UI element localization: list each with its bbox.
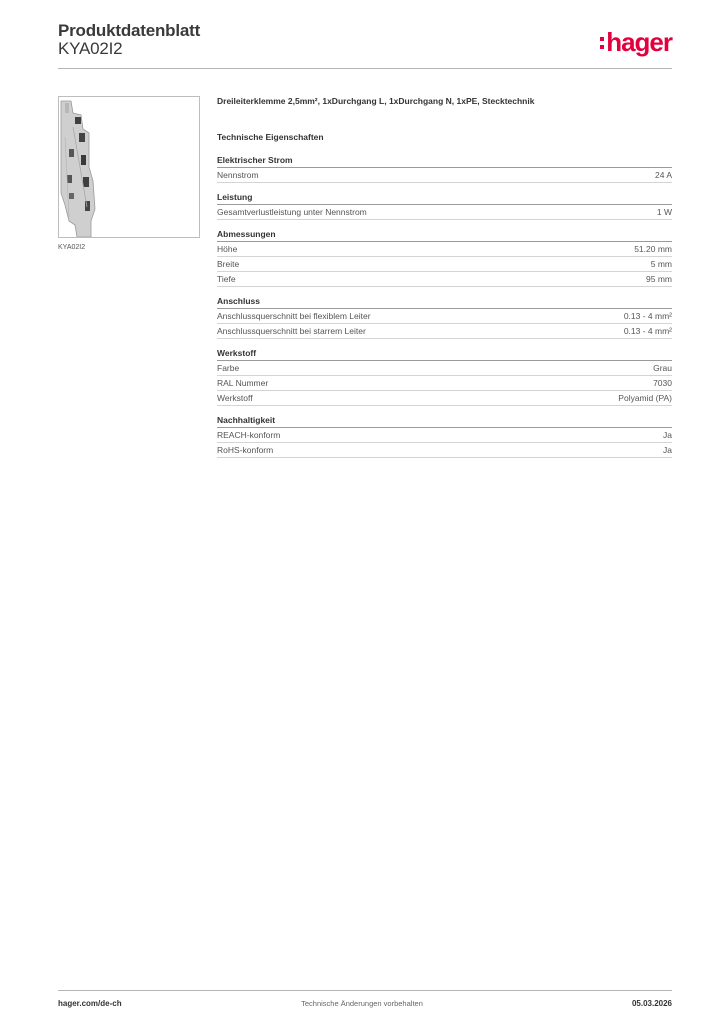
footer-notice: Technische Änderungen vorbehalten — [301, 999, 423, 1008]
property-row — [217, 272, 672, 287]
footer-date: 05.03.2026 — [631, 999, 672, 1008]
property-label: RAL Nummer — [217, 378, 269, 388]
property-label: RoHS-konform — [217, 445, 274, 455]
property-label: Anschlussquerschnitt bei flexiblem Leiter — [217, 311, 371, 321]
property-value: 7030 — [653, 378, 672, 388]
property-label: Nennstrom — [217, 170, 259, 180]
hager-logo — [600, 27, 672, 57]
property-value: Ja — [663, 445, 672, 455]
footer-divider — [58, 990, 672, 991]
property-value: Ja — [663, 430, 672, 440]
property-value: 24 A — [654, 170, 672, 180]
property-label: Breite — [217, 259, 240, 269]
section-leistung — [217, 192, 672, 220]
properties-heading: Technische Eigenschaften — [217, 132, 324, 142]
header-divider — [58, 68, 672, 69]
section-title: Abmessungen — [217, 229, 672, 242]
section-title: Elektrischer Strom — [217, 155, 672, 168]
property-value: 0.13 - 4 mm² — [623, 326, 672, 336]
property-label: Farbe — [217, 363, 240, 373]
property-row — [217, 376, 672, 391]
property-value: 0.13 - 4 mm² — [623, 311, 672, 321]
property-value: Polyamid (PA) — [618, 393, 672, 403]
section-title: Leistung — [217, 192, 672, 205]
property-row — [217, 428, 672, 443]
product-content — [217, 96, 672, 467]
property-label: Tiefe — [217, 274, 236, 284]
property-value: 5 mm — [650, 259, 672, 269]
logo-wordmark: hager — [606, 27, 672, 57]
property-row — [217, 242, 672, 257]
property-value: Grau — [653, 363, 672, 373]
property-value: 95 mm — [646, 274, 672, 284]
property-row — [217, 324, 672, 339]
section-title: Werkstoff — [217, 348, 672, 361]
section-title: Nachhaltigkeit — [217, 415, 672, 428]
image-caption: KYA02I2 — [58, 244, 86, 251]
property-value: 1 W — [656, 207, 672, 217]
section-elektrischer-strom — [217, 155, 672, 183]
property-row — [217, 168, 672, 183]
property-row — [217, 205, 672, 220]
property-label: Anschlussquerschnitt bei starrem Leiter — [217, 326, 366, 336]
property-row — [217, 391, 672, 406]
product-code: KYA02I2 — [58, 39, 123, 58]
property-label: REACH-konform — [217, 430, 281, 440]
section-abmessungen — [217, 229, 672, 287]
property-row — [217, 309, 672, 324]
property-row — [217, 257, 672, 272]
product-image — [58, 96, 200, 238]
section-nachhaltigkeit — [217, 415, 672, 458]
section-title: Anschluss — [217, 296, 672, 309]
property-value: 51.20 mm — [634, 244, 672, 254]
property-label: Werkstoff — [217, 393, 253, 403]
property-label: Höhe — [217, 244, 238, 254]
document-title: Produktdatenblatt — [58, 21, 201, 40]
logo-dots-icon — [600, 37, 604, 49]
section-anschluss — [217, 296, 672, 339]
footer-website-link[interactable]: hager.com/de-ch — [58, 999, 122, 1008]
property-row — [217, 443, 672, 458]
property-label: Gesamtverlustleistung unter Nennstrom — [217, 207, 367, 217]
section-werkstoff — [217, 348, 672, 406]
product-description: Dreileiterklemme 2,5mm², 1xDurchgang L, 1xDurchgang N, 1xPE, Stecktechnik — [217, 96, 535, 106]
property-row — [217, 361, 672, 376]
terminal-block-image — [59, 97, 199, 237]
